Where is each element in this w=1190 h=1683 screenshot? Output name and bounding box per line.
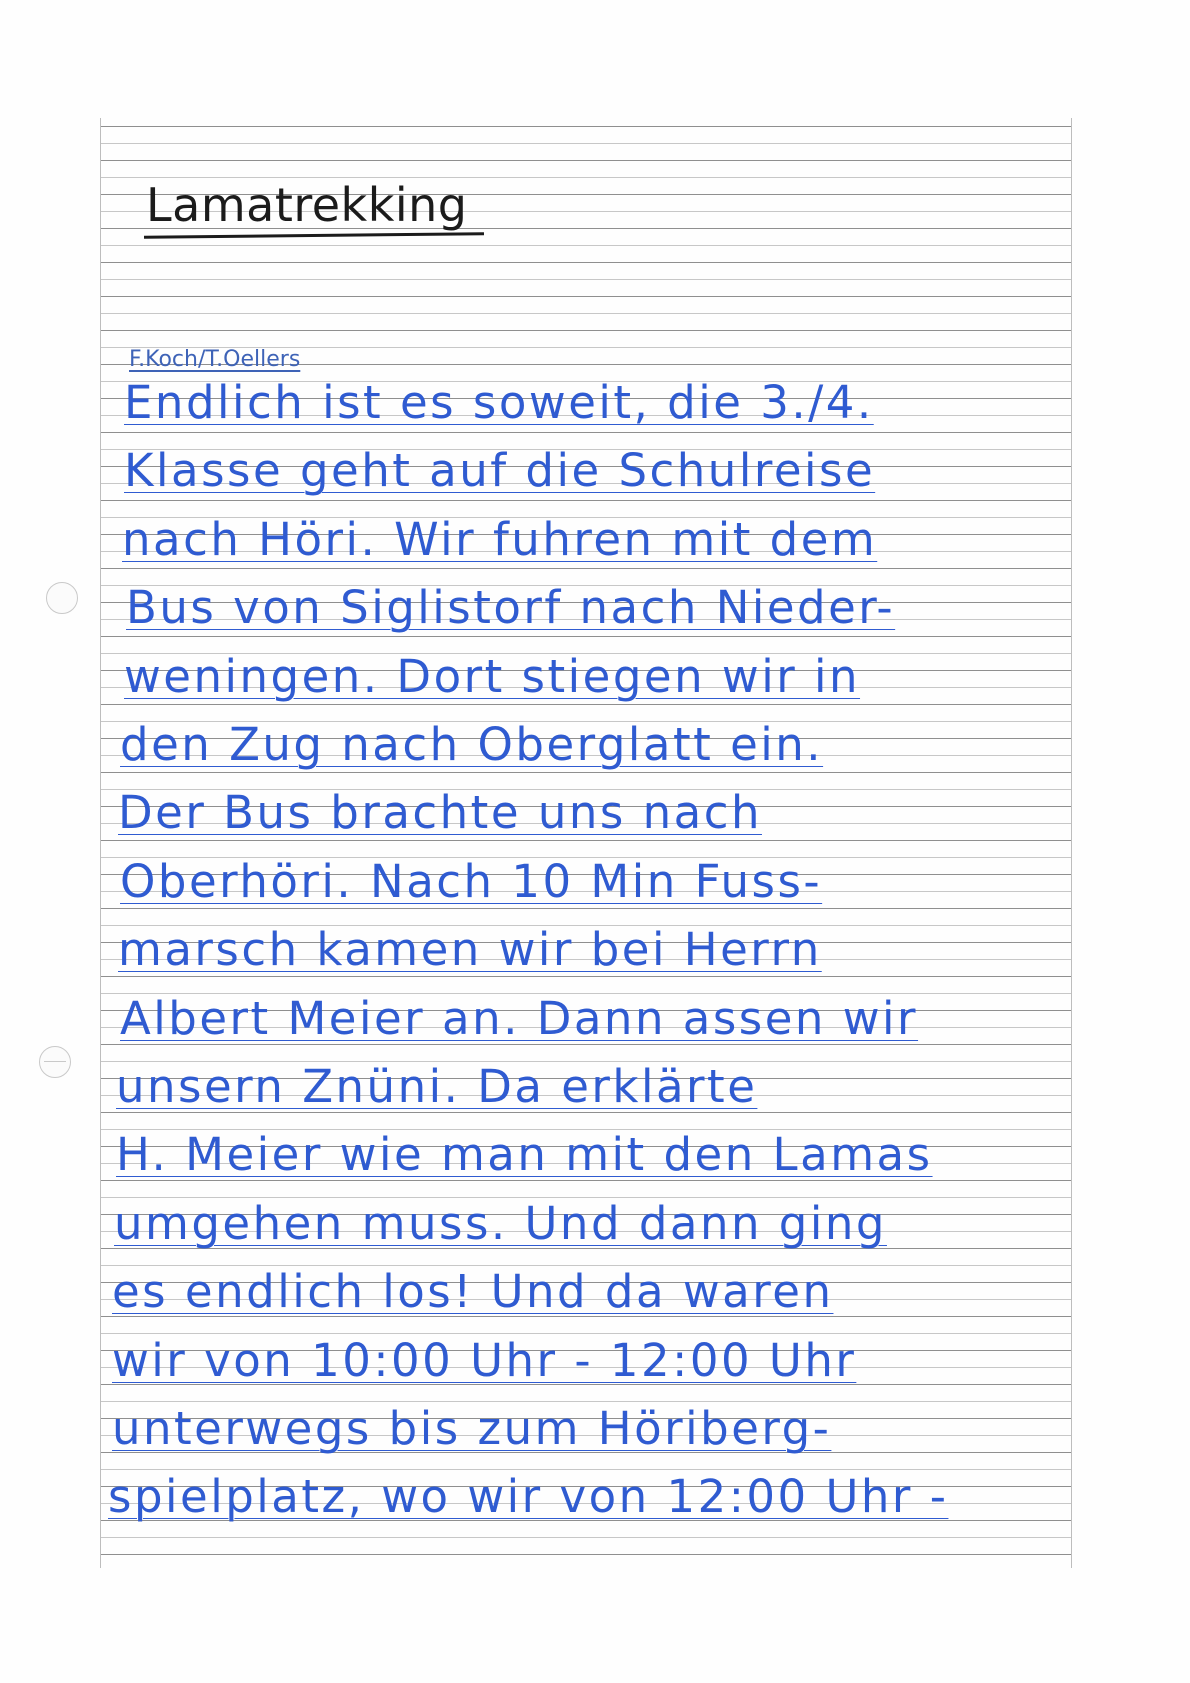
ruled-line <box>101 432 1071 433</box>
text-line: es endlich los! Und da waren <box>112 1265 834 1319</box>
text-line: spielplatz, wo wir von 12:00 Uhr - <box>108 1470 949 1524</box>
ruled-line <box>101 313 1071 314</box>
ruled-line <box>101 772 1071 773</box>
text-line: unterwegs bis zum Höriberg- <box>112 1402 832 1455</box>
punch-hole-bottom-icon <box>39 1046 71 1078</box>
text-line: umgehen muss. Und dann ging <box>114 1196 887 1250</box>
ruled-line <box>101 908 1071 909</box>
ruled-line <box>101 568 1071 569</box>
ruled-line <box>101 160 1071 161</box>
ruled-line <box>101 330 1071 331</box>
ruled-line <box>101 143 1071 144</box>
document-title: Lamatrekking <box>146 178 468 232</box>
text-line: Bus von Siglistorf nach Nieder- <box>126 581 896 635</box>
text-line: weningen. Dort stiegen wir in <box>124 649 861 703</box>
ruled-line <box>101 704 1071 705</box>
ruled-line <box>101 840 1071 841</box>
ruled-line <box>101 126 1071 127</box>
ruled-line <box>101 296 1071 297</box>
text-line: den Zug nach Oberglatt ein. <box>120 718 824 771</box>
author-names: F.Koch/T.Oellers <box>129 347 301 372</box>
text-line: marsch kamen wir bei Herrn <box>118 923 822 977</box>
text-line: wir von 10:00 Uhr - 12:00 Uhr <box>112 1333 857 1387</box>
text-line: H. Meier wie man mit den Lamas <box>116 1128 933 1182</box>
text-line: Albert Meier an. Dann assen wir <box>120 991 919 1045</box>
ruled-line <box>101 976 1071 977</box>
text-line: nach Höri. Wir fuhren mit dem <box>122 512 878 566</box>
text-line: Oberhöri. Nach 10 Min Fuss- <box>120 854 823 908</box>
text-line: Klasse geht auf die Schulreise <box>124 444 876 498</box>
punch-hole-top-icon <box>46 582 78 614</box>
text-line: Der Bus brachte uns nach <box>118 786 762 840</box>
ruled-line <box>101 245 1071 246</box>
ruled-line <box>101 1554 1071 1555</box>
ruled-line <box>101 636 1071 637</box>
text-line: unsern Znüni. Da erklärte <box>116 1060 758 1113</box>
ruled-line <box>101 1537 1071 1538</box>
ruled-line <box>101 262 1071 263</box>
ruled-line <box>101 500 1071 501</box>
text-line: Endlich ist es soweit, die 3./4. <box>124 376 874 429</box>
ruled-line <box>101 279 1071 280</box>
